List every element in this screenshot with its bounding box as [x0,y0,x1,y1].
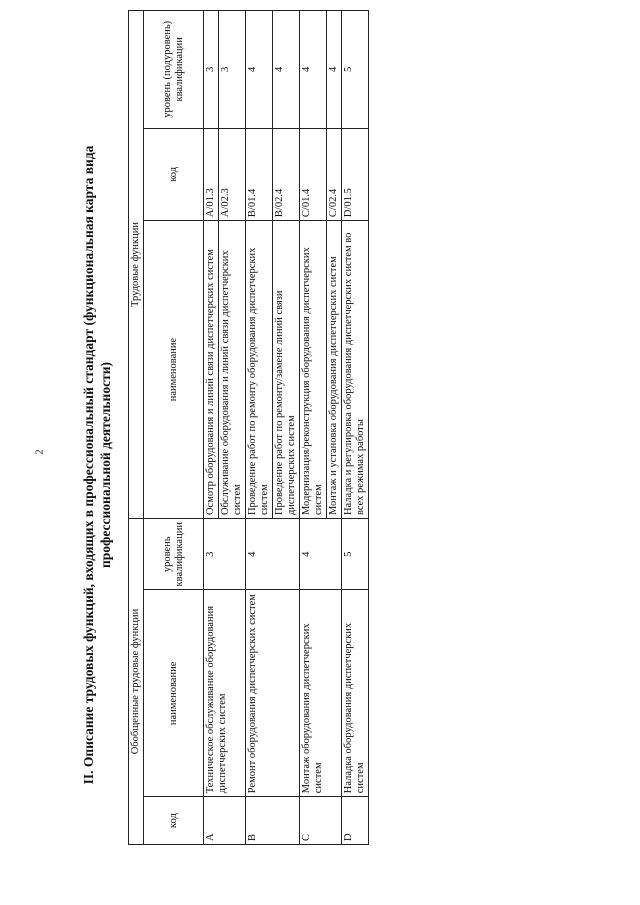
header-level: уровень квалификации [144,519,204,590]
function-level: 5 [342,11,369,129]
function-code: A/02.3 [219,128,246,220]
page-number: 2 [34,449,46,455]
function-code: D/01.5 [342,128,369,220]
function-code: B/02.4 [273,128,300,220]
function-level: 4 [246,11,273,129]
function-name: Проведение работ по ремонту оборудования диспетчерских систем [246,221,273,519]
section-title [80,85,114,845]
function-level: 4 [273,11,300,129]
header-labor-name: наименование [144,221,204,519]
table-row [204,11,219,845]
group-code: A [204,797,246,845]
header-labor-code: код [144,128,204,220]
header-sublevel: уровень (подуровень) квалификации [144,11,204,129]
table-row [300,11,327,845]
function-name: Наладка и регулировка оборудования диспетчерских систем во всех режимах работы [342,221,369,519]
function-name: Модернизация/реконструкция оборудования диспетчерских систем [300,221,327,519]
function-code: C/01.4 [300,128,327,220]
function-code: C/02.4 [327,128,342,220]
group-level: 4 [246,519,300,590]
group-name: Техническое обслуживание оборудования диспетчерских систем [204,590,246,797]
header-generalized: Обобщенные трудовые функции [129,519,144,845]
function-code: B/01.4 [246,128,273,220]
header-labor: Трудовые функции [129,11,144,519]
group-level: 4 [300,519,342,590]
header-name: наименование [144,590,204,797]
function-code: A/01.3 [204,128,219,220]
group-code: B [246,797,300,845]
group-name: Ремонт оборудования диспетчерских систем [246,590,300,797]
function-name: Проведение работ по ремонту/замене линий связи диспетчерских систем [273,221,300,519]
group-code: D [342,797,369,845]
function-level: 4 [327,11,342,129]
function-level: 3 [204,11,219,129]
group-name: Наладка оборудования диспетчерских систем [342,590,369,797]
title-line-2: профессиональной деятельности) [98,362,113,568]
function-level: 4 [300,11,327,129]
group-name: Монтаж оборудования диспетчерских систем [300,590,342,797]
title-line-1: II. Описание трудовых функций, входящих в профессиональный стандарт (функциональная карта вида [81,145,96,785]
table-row [246,11,273,845]
function-name: Обслуживание оборудования и линий связи диспетчерских систем [219,221,246,519]
function-name: Осмотр оборудования и линий связи диспетчерских систем [204,221,219,519]
group-level: 5 [342,519,369,590]
function-level: 3 [219,11,246,129]
group-code: C [300,797,342,845]
header-code: код [144,797,204,845]
table-row [342,11,369,845]
functions-table [128,10,369,845]
group-level: 3 [204,519,246,590]
function-name: Монтаж и установка оборудования диспетчерских систем [327,221,342,519]
